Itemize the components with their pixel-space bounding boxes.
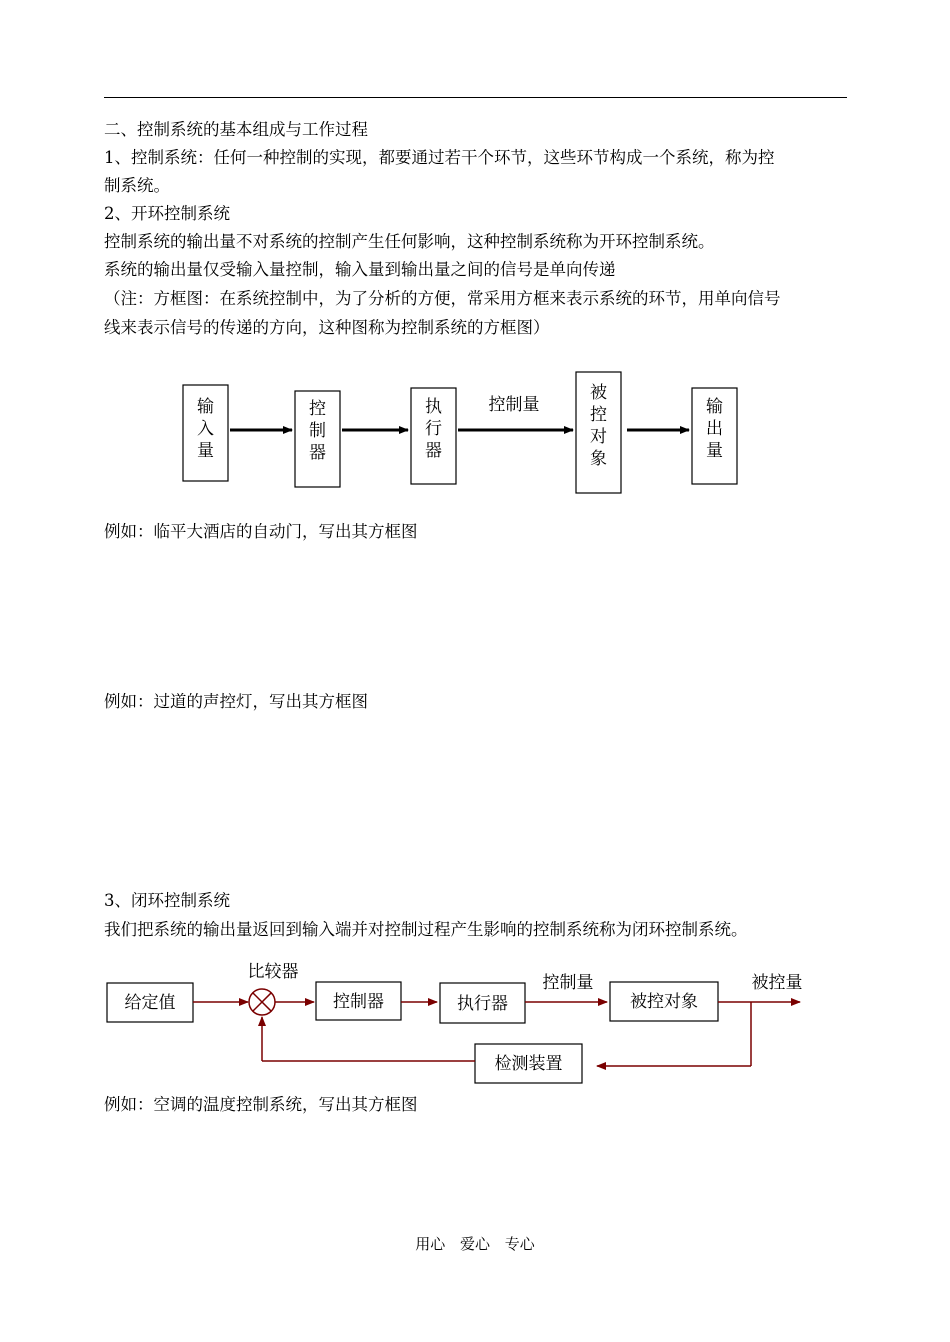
example-air-conditioner: 例如：空调的温度控制系统，写出其方框图 — [104, 1095, 418, 1114]
box-controller-char: 制 — [309, 421, 326, 441]
box-object-char: 控 — [590, 405, 607, 425]
box-input-char: 输 — [197, 397, 214, 417]
open-loop-description: 系统的输出量仅受输入量控制，输入量到输出量之间的信号是单向传递 — [104, 260, 616, 279]
box-controller-char: 器 — [309, 443, 326, 463]
box-actuator-char: 器 — [425, 441, 442, 461]
box-controller-char: 控 — [309, 399, 326, 419]
box-output-char: 出 — [706, 419, 723, 439]
box-actuator-char: 行 — [425, 419, 442, 439]
open-loop-diagram — [183, 372, 737, 493]
open-loop-heading: 2、开环控制系统 — [104, 204, 230, 223]
box-object-closed-label: 被控对象 — [630, 992, 698, 1012]
box-object-char: 被 — [590, 383, 607, 403]
box-actuator-char: 执 — [425, 397, 442, 417]
closed-loop-heading: 3、闭环控制系统 — [104, 891, 230, 910]
note-line2: 线来表示信号的传递的方向，这种图称为控制系统的方框图） — [104, 318, 550, 337]
closed-loop-definition: 我们把系统的输出量返回到输入端并对控制过程产生影响的控制系统称为闭环控制系统。 — [104, 920, 748, 939]
box-input-char: 入 — [197, 419, 214, 439]
closed-loop-diagram — [107, 962, 803, 1083]
note-line1: （注：方框图：在系统控制中，为了分析的方便，常采用方框来表示系统的环节，用单向信号 — [104, 289, 781, 308]
open-loop-definition: 控制系统的输出量不对系统的控制产生任何影响，这种控制系统称为开环控制系统。 — [104, 232, 715, 251]
label-control-quantity: 控制量 — [488, 395, 540, 415]
label-control-quantity-closed: 控制量 — [542, 973, 594, 993]
box-output-char: 量 — [706, 441, 723, 461]
box-object-char: 对 — [590, 427, 607, 447]
footer-word: 用心 — [415, 1235, 446, 1253]
footer-word: 爱心 — [459, 1235, 490, 1253]
box-object-char: 象 — [590, 449, 607, 469]
paragraph-control-system-line1: 1、控制系统：任何一种控制的实现，都要通过若干个环节，这些环节构成一个系统，称为控 — [104, 148, 775, 167]
page-footer — [0, 1233, 950, 1254]
label-controlled-quantity: 被控量 — [751, 973, 803, 993]
box-controller-closed-label: 控制器 — [333, 992, 384, 1012]
example-voice-light: 例如：过道的声控灯，写出其方框图 — [104, 692, 368, 711]
box-input-char: 量 — [197, 441, 214, 461]
box-detector-label: 检测装置 — [494, 1054, 563, 1074]
example-automatic-door: 例如：临平大酒店的自动门，写出其方框图 — [104, 522, 418, 541]
footer-word: 专心 — [504, 1235, 535, 1253]
box-actuator-closed-label: 执行器 — [457, 994, 508, 1014]
label-comparator: 比较器 — [247, 962, 299, 982]
paragraph-control-system-line2: 制系统。 — [104, 176, 170, 195]
section-heading: 二、控制系统的基本组成与工作过程 — [104, 120, 368, 139]
box-output-char: 输 — [706, 397, 723, 417]
box-setpoint-label: 给定值 — [124, 993, 176, 1013]
